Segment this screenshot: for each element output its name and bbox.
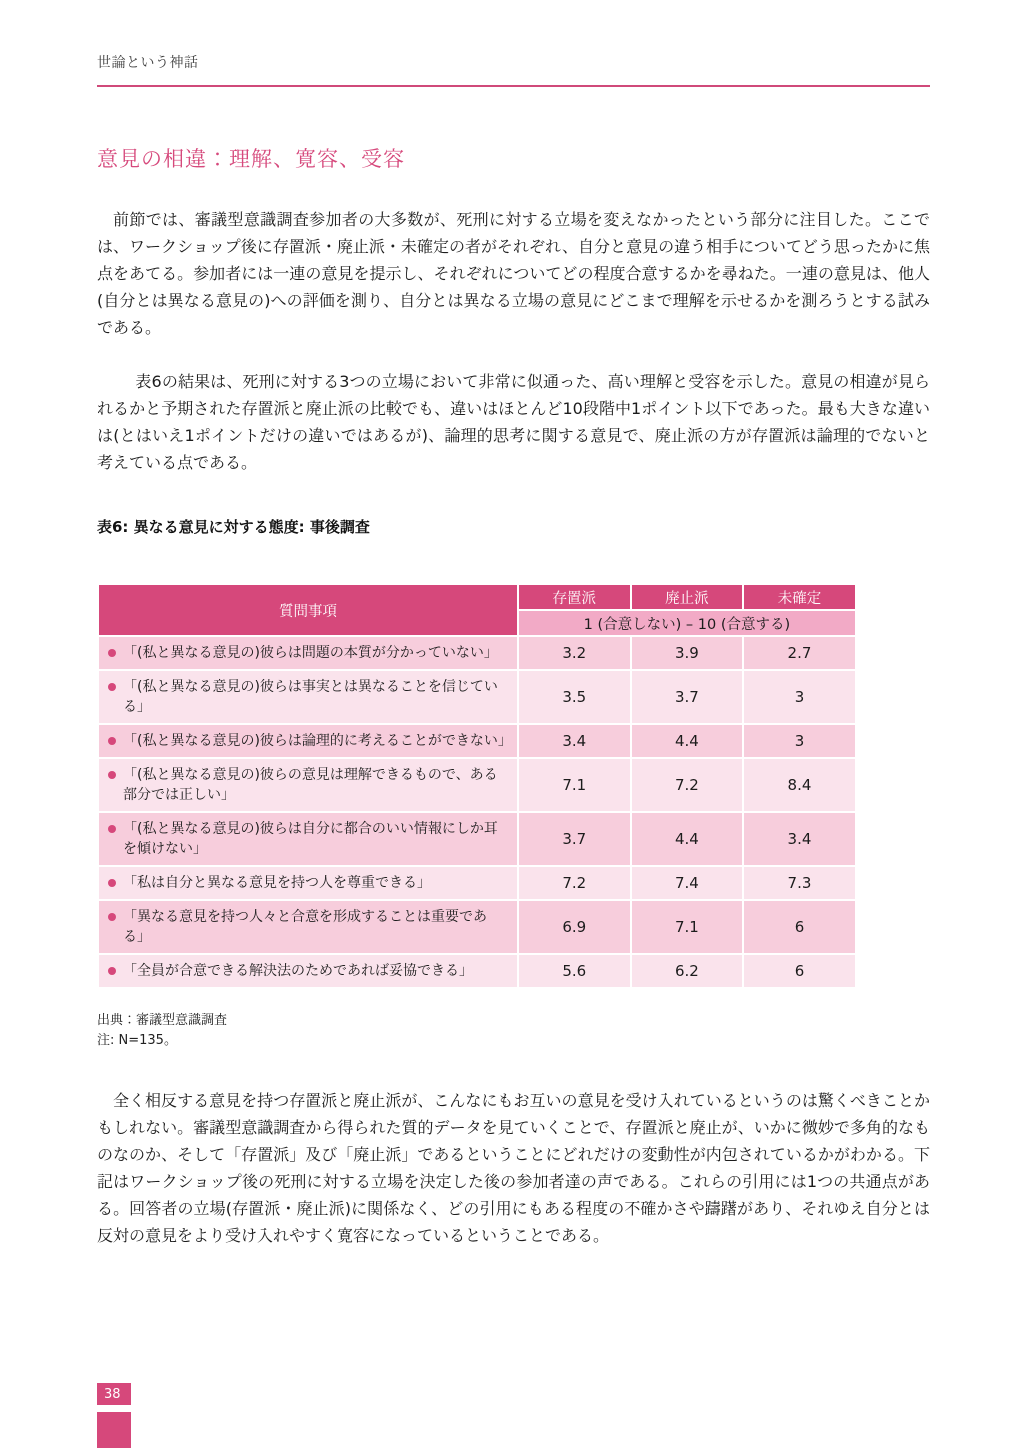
question-text: 「異なる意見を持つ人々と合意を形成することは重要である」 [123,909,487,945]
results-table [97,583,857,989]
value-cell: 7.3 [743,866,856,900]
paragraph-1: 前節では、審議型意識調査参加者の大多数が、死刑に対する立場を変えなかったという部分に注目した。ここでは、ワークショップ後に存置派・廃止派・未確定の者がそれぞれ、自分と意見の違う相手についてどう思ったかに焦点をあてる。参加者には一連の意見を提示し、それぞれについてどの程度合意するかを尋ねた。一連の意見は、他人(自分とは異なる意見の)への評価を測り、自分とは異なる立場の意見にどこまで理解を示せるかを測ろうとする試みである。 [97,210,930,337]
value-cell: 2.7 [743,636,856,670]
value-cell: 3.7 [631,670,744,724]
header-rule [97,85,930,87]
value-cell: 3.2 [518,636,631,670]
bullet-icon [108,737,116,745]
paragraph-2: 表6の結果は、死刑に対する3つの立場において非常に似通った、高い理解と受容を示した。意見の相違が見られるかと予期された存置派と廃止派の比較でも、違いはほとんど10段階中1ポイント以下であった。最も大きな違いは(とはいえ1ポイントだけの違いではあるが)、論理的思考に関する意見で、廃止派の方が存置派は論理的でないと考えている点である。 [97,372,930,472]
bullet-icon [108,913,116,921]
value-cell: 4.4 [631,812,744,866]
scale-label: 1 (合意しない) – 10 (合意する) [518,610,856,636]
paragraph-3: 全く相反する意見を持つ存置派と廃止派が、こんなにもお互いの意見を受け入れているというのは驚くべきことかもしれない。審議型意識調査から得られた質的データを見ていくことで、存置派と廃止が、いかに微妙で多角的なものなのか、そして「存置派」及び「廃止派」であるということにどれだけの変動性が内包されているかがわかる。下記はワークショップ後の死刑に対する立場を決定した後の参加者達の声である。これらの引用には1つの共通点がある。回答者の立場(存置派・廃止派)に関係なく、どの引用にもある程度の不確かさや躊躇があり、それゆえ自分とは反対の意見をより受け入れやすく寛容になっているということである。 [97,1091,930,1245]
value-cell: 7.2 [631,758,744,812]
value-cell: 3.9 [631,636,744,670]
table-row [98,670,856,724]
table-caption: 表6: 異なる意見に対する態度: 事後調査 [97,518,370,536]
question-cell [98,900,518,954]
bullet-icon [108,649,116,657]
value-cell: 3 [743,670,856,724]
question-cell [98,954,518,988]
bullet-icon [108,879,116,887]
table-row [98,636,856,670]
table-header-row [98,584,856,610]
table-note: 注: N=135。 [97,1033,177,1048]
value-cell: 6.2 [631,954,744,988]
footer-accent-bar [97,1412,131,1448]
question-text: 「(私と異なる意見の)彼らの意見は理解できるもので、ある部分では正しい」 [123,767,498,803]
bullet-icon [108,825,116,833]
value-cell: 6 [743,954,856,988]
value-cell: 6.9 [518,900,631,954]
question-cell [98,636,518,670]
value-cell: 8.4 [743,758,856,812]
value-cell: 6 [743,900,856,954]
question-text: 「(私と異なる意見の)彼らは問題の本質が分かっていない」 [123,645,498,661]
value-cell: 3 [743,724,856,758]
table-source: 出典：審議型意識調査 [97,1013,228,1028]
value-cell: 7.4 [631,866,744,900]
question-cell [98,812,518,866]
question-text: 「私は自分と異なる意見を持つ人を尊重できる」 [123,875,431,891]
question-text: 「(私と異なる意見の)彼らは事実とは異なることを信じている」 [123,679,498,715]
group-header-abolitionist: 廃止派 [631,584,744,610]
value-cell: 3.5 [518,670,631,724]
question-cell [98,758,518,812]
bullet-icon [108,683,116,691]
value-cell: 7.2 [518,866,631,900]
running-header: 世論という神話 [97,55,199,71]
table-row [98,812,856,866]
table-row [98,724,856,758]
table-row [98,866,856,900]
group-header-retentionist: 存置派 [518,584,631,610]
group-header-undecided: 未確定 [743,584,856,610]
question-column-header: 質問事項 [98,584,518,636]
question-cell [98,866,518,900]
bullet-icon [108,771,116,779]
value-cell: 3.7 [518,812,631,866]
page-number: 38 [104,1386,121,1402]
value-cell: 4.4 [631,724,744,758]
page-number-box [97,1383,131,1405]
value-cell: 3.4 [518,724,631,758]
table-row [98,758,856,812]
value-cell: 7.1 [518,758,631,812]
question-cell [98,724,518,758]
table-row [98,954,856,988]
value-cell: 3.4 [743,812,856,866]
value-cell: 5.6 [518,954,631,988]
value-cell: 7.1 [631,900,744,954]
bullet-icon [108,967,116,975]
question-text: 「(私と異なる意見の)彼らは自分に都合のいい情報にしか耳を傾けない」 [123,821,498,857]
question-text: 「全員が合意できる解決法のためであれば妥協できる」 [123,963,473,979]
question-text: 「(私と異なる意見の)彼らは論理的に考えることができない」 [123,733,512,749]
question-cell [98,670,518,724]
section-title: 意見の相違：理解、寛容、受容 [97,147,405,171]
table-row [98,900,856,954]
